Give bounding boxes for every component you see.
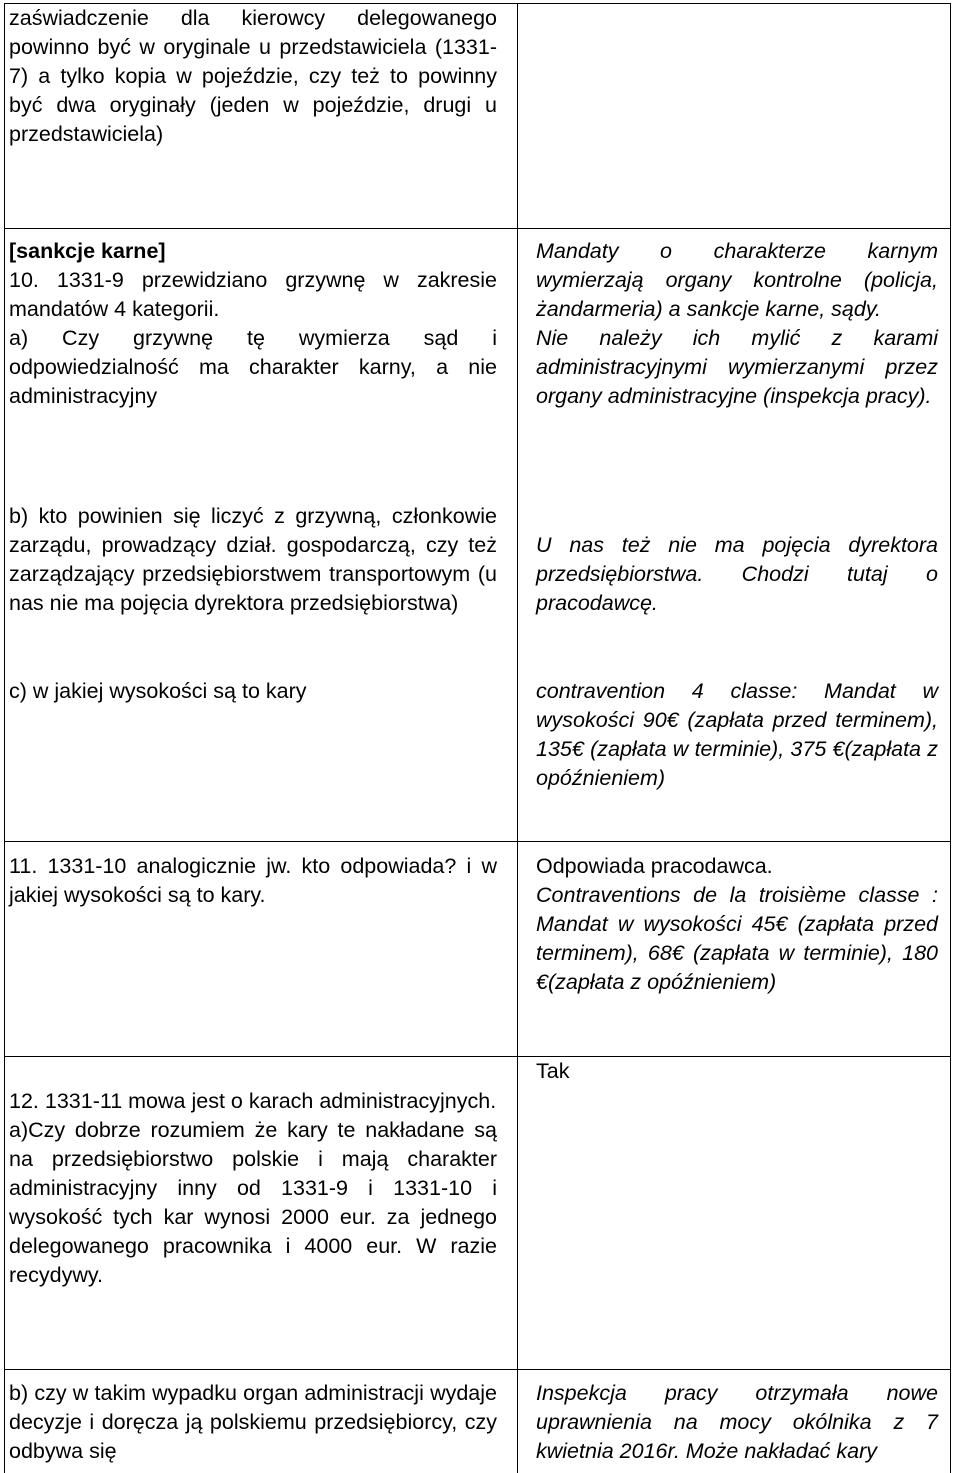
answer-text: Odpowiada pracodawca. bbox=[536, 854, 773, 878]
row-divider bbox=[5, 228, 950, 229]
question-text: a)Czy dobrze rozumiem że kary te nakładane są na przedsiębiorstwo polskie i mają charakter administracyjny inny od 1331-9 i 1331-10 i wysokość tych kar wynosi 2000 eur. za jednego delegowanego pracownika i 4000 eur. W razie recydywy. bbox=[9, 1118, 497, 1287]
question-text: a) Czy grzywnę tę wymierza sąd i odpowiedzialność ma charakter karny, a nie administracyjny bbox=[9, 326, 497, 408]
answer-text: Nie należy ich mylić z karami administracyjnymi wymierzanymi przez organy administracyjne (inspekcja pracy). bbox=[536, 326, 938, 408]
answer-text: Contraventions de la troisième classe : Mandat w wysokości 45€ (zapłata przed terminem), 68€ (zapłata w terminie), 180 €(zapłata z opóźnieniem) bbox=[536, 883, 938, 994]
question-text: b) kto powinien się liczyć z grzywną, członkowie zarządu, prowadzący dział. gospodarczą, czy też zarządzający przedsiębiorstwem transportowym (u nas nie ma pojęcia dyrektora przedsiębiorstwa) bbox=[9, 504, 497, 615]
answer-cell bbox=[536, 1057, 938, 1086]
question-text: c) w jakiej wysokości są to kary bbox=[9, 679, 307, 703]
question-text: 10. 1331-9 przewidziano grzywnę w zakresie mandatów 4 kategorii. bbox=[9, 268, 497, 321]
answer-cell bbox=[536, 1379, 938, 1466]
row-divider bbox=[5, 841, 950, 842]
answer-text: contravention 4 classe: Mandat w wysokości 90€ (zapłata przed terminem), 135€ (zapłata w terminie), 375 €(zapłata z opóźnieniem) bbox=[536, 679, 938, 790]
question-text: b) czy w takim wypadku organ administracji wydaje decyzje i doręcza ją polskiemu przedsiębiorcy, czy odbywa się bbox=[9, 1381, 497, 1463]
question-cell bbox=[9, 4, 497, 149]
question-cell bbox=[9, 502, 497, 618]
question-text: zaświadczenie dla kierowcy delegowanego powinno być w oryginale u przedstawiciela (1331-7) a tylko kopia w pojeździe, czy też to powinny być dwa oryginały (jeden w pojeździe, drugi u przedstawiciela) bbox=[9, 6, 497, 146]
answer-cell bbox=[536, 852, 938, 997]
answer-text: Mandaty o charakterze karnym wymierzają organy kontrolne (policja, żandarmeria) a sankcje karne, sądy. bbox=[536, 239, 938, 321]
question-text: 11. 1331-10 analogicznie jw. kto odpowiada? i w jakiej wysokości są to kary. bbox=[9, 854, 497, 907]
question-text: 12. 1331-11 mowa jest o karach administracyjnych. bbox=[9, 1089, 497, 1113]
question-cell bbox=[9, 677, 497, 706]
answer-cell bbox=[536, 677, 938, 793]
question-cell bbox=[9, 852, 497, 910]
answer-text: U nas też nie ma pojęcia dyrektora przedsiębiorstwa. Chodzi tutaj o pracodawcę. bbox=[536, 533, 938, 615]
row-divider bbox=[5, 1369, 950, 1370]
answer-text: Tak bbox=[536, 1059, 570, 1083]
column-divider bbox=[517, 4, 518, 1473]
answer-cell bbox=[536, 237, 938, 411]
question-cell bbox=[9, 1379, 497, 1466]
question-cell bbox=[9, 237, 497, 411]
answer-cell bbox=[536, 531, 938, 618]
question-cell bbox=[9, 1087, 497, 1290]
answer-text: Inspekcja pracy otrzymała nowe uprawnienia na mocy okólnika z 7 kwietnia 2016r. Może nakładać kary bbox=[536, 1381, 938, 1463]
section-heading: [sankcje karne] bbox=[9, 239, 166, 263]
